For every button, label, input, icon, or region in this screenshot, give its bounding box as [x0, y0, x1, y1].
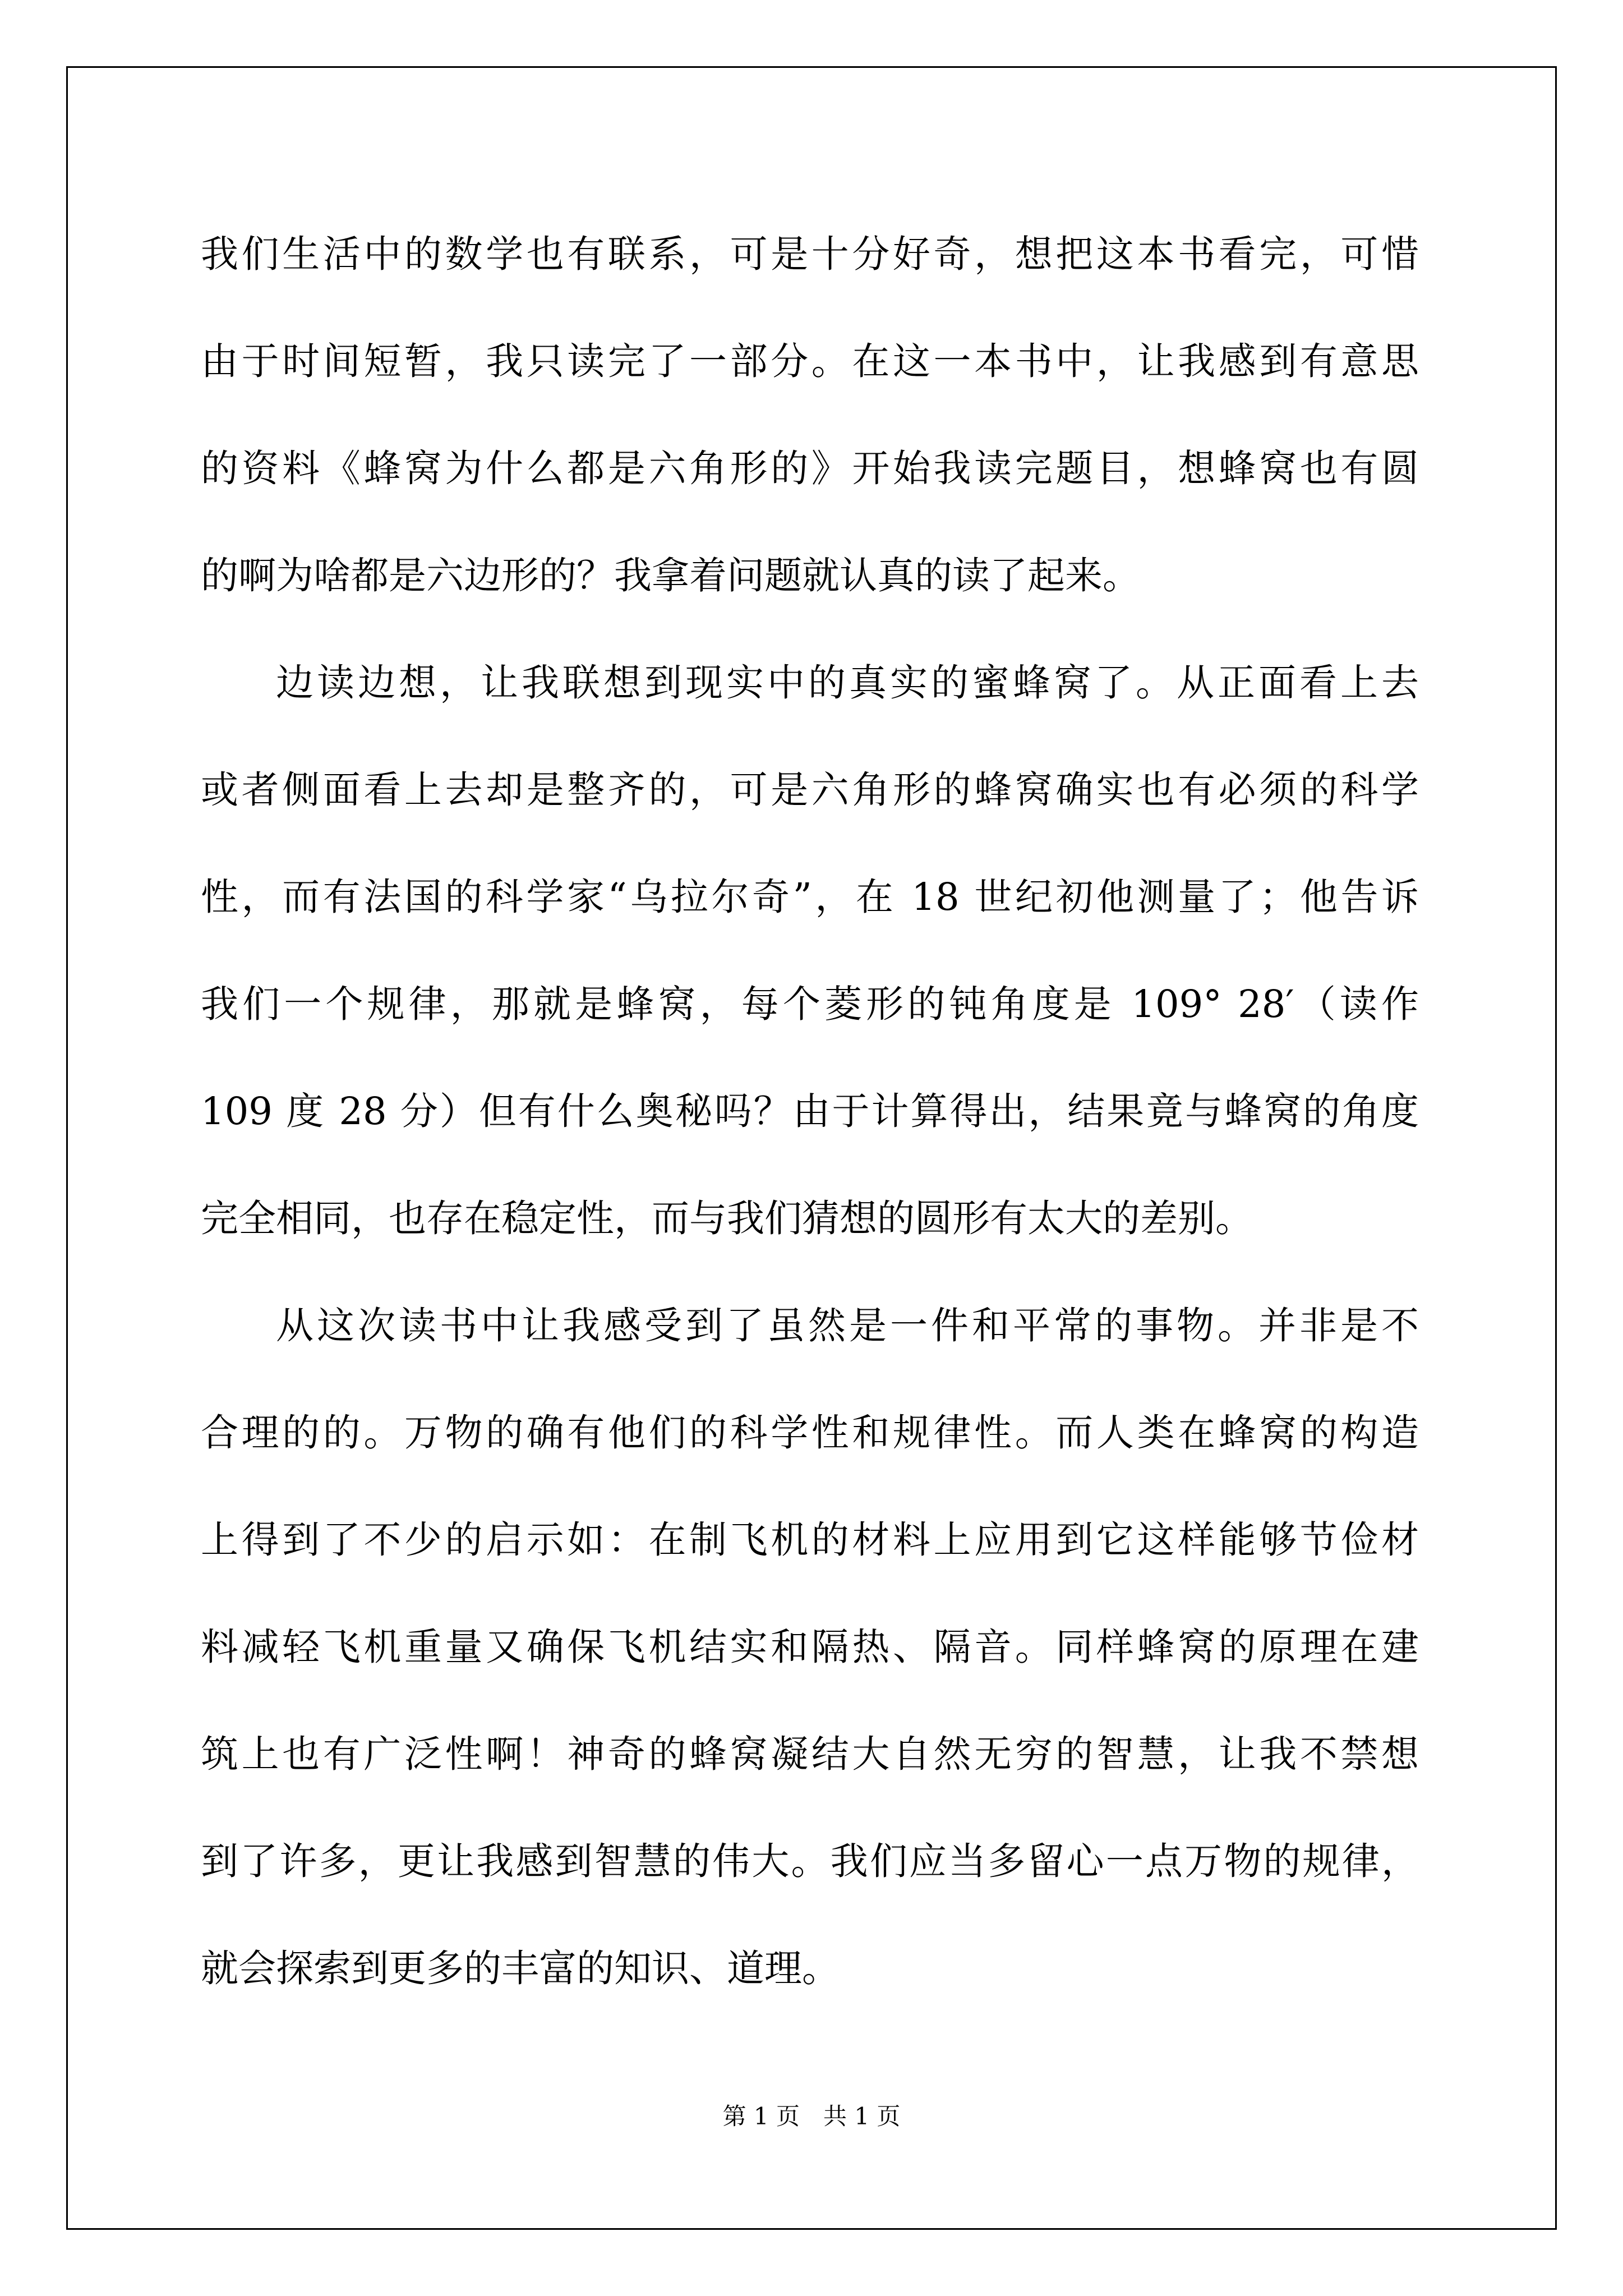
text-line: 性，而有法国的科学家“乌拉尔奇”，在 18 世纪初他测量了；他告诉 — [201, 875, 1419, 919]
text-line: 由于时间短暂，我只读完了一部分。在这一本书中，让我感到有意思 — [201, 339, 1419, 383]
paragraph — [201, 641, 1419, 1283]
paragraph — [201, 1283, 1419, 2033]
text-line: 我们生活中的数学也有联系，可是十分好奇，想把这本书看完，可惜 — [201, 232, 1419, 276]
text-line: 从这次读书中让我感受到了虽然是一件和平常的事物。并非是不 — [276, 1304, 1419, 1347]
text-line: 边读边想，让我联想到现实中的真实的蜜蜂窝了。从正面看上去 — [276, 661, 1419, 705]
document-body — [201, 212, 1419, 2033]
text-line: 合理的的。万物的确有他们的科学性和规律性。而人类在蜂窝的构造 — [201, 1411, 1419, 1455]
text-line: 料减轻飞机重量又确保飞机结实和隔热、隔音。同样蜂窝的原理在建 — [201, 1625, 1419, 1669]
text-line: 完全相同，也存在稳定性，而与我们猜想的圆形有太大的差别。 — [201, 1197, 1253, 1240]
text-line: 的啊为啥都是六边形的？我拿着问题就认真的读了起来。 — [201, 554, 1140, 597]
text-line: 筑上也有广泛性啊！神奇的蜂窝凝结大自然无穷的智慧，让我不禁想 — [201, 1732, 1419, 1776]
paragraph — [201, 212, 1419, 641]
text-line: 就会探索到更多的丰富的知识、道理。 — [201, 1947, 840, 1990]
text-line: 109 度 28 分）但有什么奥秘吗？由于计算得出，结果竟与蜂窝的角度 — [201, 1089, 1419, 1133]
text-line: 到了许多，更让我感到智慧的伟大。我们应当多留心一点万物的规律， — [201, 1839, 1419, 1883]
text-line: 我们一个规律，那就是蜂窝，每个菱形的钝角度是 109° 28′（读作 — [201, 982, 1419, 1026]
text-line: 或者侧面看上去却是整齐的，可是六角形的蜂窝确实也有必须的科学 — [201, 768, 1419, 812]
text-line: 上得到了不少的启示如：在制飞机的材料上应用到它这样能够节俭材 — [201, 1518, 1419, 1562]
page-footer: 第 1 页 共 1 页 — [722, 2102, 901, 2130]
text-line: 的资料《蜂窝为什么都是六角形的》开始我读完题目，想蜂窝也有圆 — [201, 447, 1419, 490]
